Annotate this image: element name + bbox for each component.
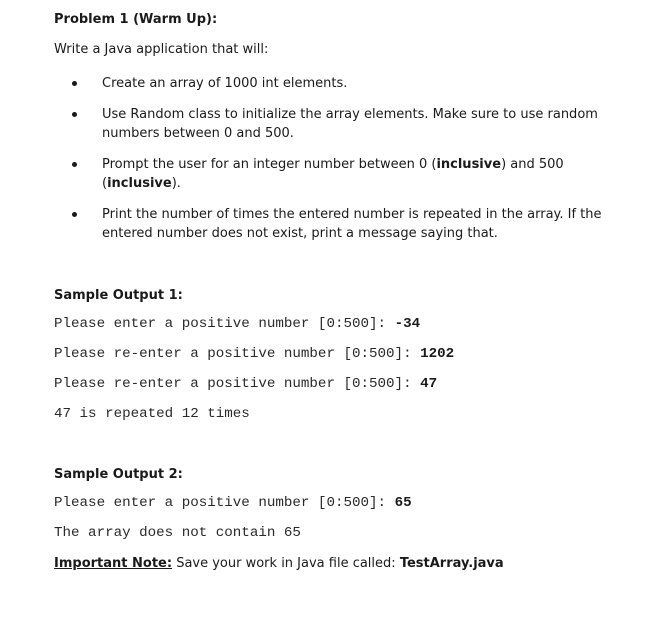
inclusive-bold-2: inclusive (107, 176, 172, 191)
sample1-line-2 (54, 346, 454, 362)
sample1-line-3 (54, 376, 437, 392)
bullet-icon (72, 212, 77, 217)
list-item (54, 105, 614, 143)
sample2-line-1 (54, 495, 412, 511)
requirement-text: Create an array of 1000 int elements. (102, 76, 348, 91)
sample1-line-1 (54, 316, 420, 332)
list-item (54, 205, 614, 243)
prompt-text: Please enter a positive number [0:500]: (54, 495, 395, 511)
requirement-text-mid: ) and 500 ( (102, 157, 564, 191)
problem-title: Problem 1 (Warm Up): (54, 12, 218, 27)
sample2-line-2: The array does not contain 65 (54, 525, 301, 541)
user-input: 47 (420, 376, 438, 392)
prompt-text: Please re-enter a positive number [0:500]: (54, 346, 421, 362)
intro-text: Write a Java application that will: (54, 42, 269, 57)
important-note (54, 556, 504, 571)
inclusive-bold-1: inclusive (436, 157, 502, 172)
list-item (54, 155, 614, 193)
user-input: -34 (394, 316, 421, 332)
important-note-label: Important Note: (54, 556, 173, 571)
requirement-text-pre: Prompt the user for an integer number between 0 ( (102, 157, 437, 172)
bullet-icon (72, 162, 77, 167)
important-note-text: Save your work in Java file called: (172, 556, 400, 571)
bullet-icon (72, 81, 77, 86)
requirement-text: Use Random class to initialize the array elements. Make sure to use random numbers between 0 and 500. (102, 107, 598, 141)
filename: TestArray.java (399, 556, 504, 571)
requirement-text-post: ). (171, 176, 181, 191)
bullet-icon (72, 112, 77, 117)
prompt-text: Please re-enter a positive number [0:500]: (54, 376, 421, 392)
sample-output-1-label: Sample Output 1: (54, 288, 183, 303)
prompt-text: Please enter a positive number [0:500]: (54, 316, 395, 332)
sample-output-2-label: Sample Output 2: (54, 467, 183, 482)
requirement-text: Print the number of times the entered number is repeated in the array. If the entered number does not exist, print a message saying that. (102, 207, 602, 241)
user-input: 65 (394, 495, 412, 511)
user-input: 1202 (420, 346, 455, 362)
list-item (54, 74, 614, 93)
sample1-line-4: 47 is repeated 12 times (54, 406, 250, 422)
requirements-list (54, 74, 614, 255)
